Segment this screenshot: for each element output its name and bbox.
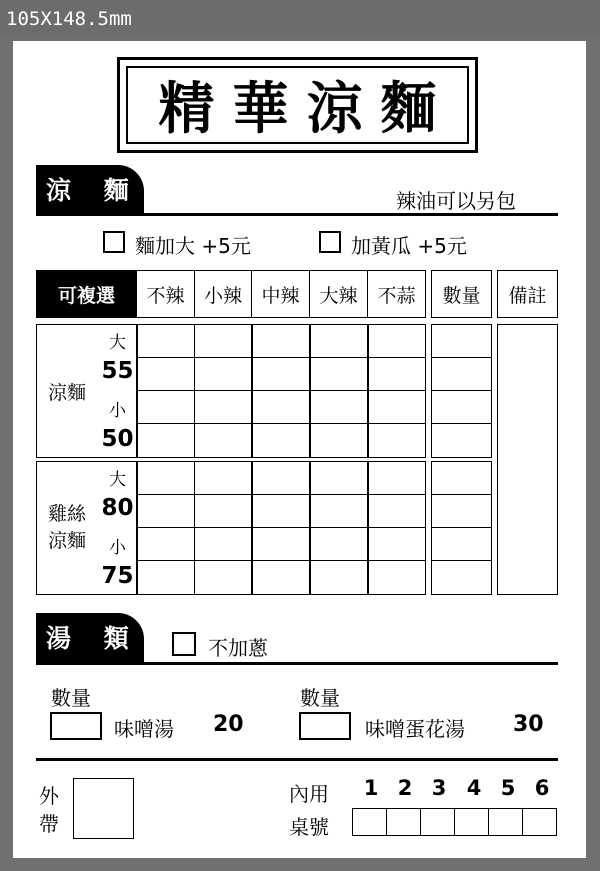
table-checkbox-6[interactable]: [523, 808, 557, 836]
order-cell[interactable]: [252, 494, 310, 528]
cold-noodle-small-price: 50: [101, 426, 134, 452]
quantity-header: 數量: [431, 270, 492, 318]
order-cell[interactable]: [252, 357, 310, 391]
order-cell[interactable]: [368, 527, 426, 561]
table-number-2: 2: [397, 776, 413, 800]
no-garlic-header: 不蒜: [368, 270, 426, 318]
quantity-cell[interactable]: [431, 527, 492, 561]
egg-miso-soup-name: 味噌蛋花湯: [365, 717, 465, 741]
table-checkbox-row: [352, 808, 557, 836]
order-cell[interactable]: [252, 423, 310, 458]
no-scallion-checkbox[interactable]: [172, 632, 196, 656]
soup-section-rule: [36, 662, 558, 665]
notes-cell[interactable]: [497, 324, 558, 595]
order-cell[interactable]: [368, 560, 426, 595]
order-cell[interactable]: [368, 494, 426, 528]
egg-miso-soup-qty-box[interactable]: [299, 712, 351, 740]
spice-header-hot: 大辣: [310, 270, 368, 318]
egg-miso-soup-price: 30: [513, 712, 544, 737]
chicken-noodle-small-price: 75: [101, 563, 134, 589]
takeout-box[interactable]: [73, 778, 134, 839]
table-number-3: 3: [431, 776, 447, 800]
quantity-cell[interactable]: [431, 461, 492, 495]
quantity-cell[interactable]: [431, 494, 492, 528]
order-cell[interactable]: [194, 494, 252, 528]
table-number-6: 6: [534, 776, 550, 800]
order-cell[interactable]: [310, 560, 368, 595]
cold-noodle-large-price: 55: [101, 358, 134, 384]
miso-soup-price: 20: [213, 712, 244, 737]
takeout-label-line1: 外: [39, 784, 59, 808]
order-cell[interactable]: [310, 461, 368, 495]
order-cell[interactable]: [368, 461, 426, 495]
shop-title: 精華涼麵: [158, 76, 455, 142]
miso-soup-name: 味噌湯: [114, 717, 174, 741]
order-sheet: [13, 41, 586, 858]
order-cell[interactable]: [137, 527, 195, 561]
table-checkbox-3[interactable]: [421, 808, 455, 836]
order-cell[interactable]: [252, 324, 310, 358]
soup-section-tab: 湯 類: [36, 613, 144, 664]
order-cell[interactable]: [194, 423, 252, 458]
order-cell[interactable]: [310, 494, 368, 528]
order-cell[interactable]: [368, 324, 426, 358]
chicken-noodle-large-size: 大: [109, 469, 126, 490]
order-cell[interactable]: [194, 357, 252, 391]
add-cucumber-label: 加黃瓜 +5元: [351, 234, 467, 258]
paper-size-label: 105X148.5mm: [0, 0, 600, 38]
egg-miso-soup-qty-label: 數量: [300, 686, 340, 710]
extra-noodle-label: 麵加大 +5元: [135, 234, 251, 258]
order-cell[interactable]: [368, 390, 426, 424]
chicken-noodle-small-size: 小: [109, 537, 126, 558]
chicken-noodle-label-line2: 涼麵: [47, 530, 86, 552]
extra-noodle-checkbox[interactable]: [103, 231, 125, 253]
chili-oil-note: 辣油可以另包: [396, 189, 516, 213]
table-number-4: 4: [466, 776, 482, 800]
order-cell[interactable]: [252, 390, 310, 424]
order-cell[interactable]: [194, 560, 252, 595]
order-cell[interactable]: [137, 423, 195, 458]
no-scallion-label: 不加蔥: [208, 636, 268, 660]
order-cell[interactable]: [137, 494, 195, 528]
order-cell[interactable]: [252, 560, 310, 595]
table-checkbox-5[interactable]: [489, 808, 523, 836]
table-number-5: 5: [500, 776, 516, 800]
order-cell[interactable]: [310, 423, 368, 458]
order-cell[interactable]: [368, 423, 426, 458]
quantity-cell[interactable]: [431, 357, 492, 391]
quantity-cell[interactable]: [431, 324, 492, 358]
order-cell[interactable]: [137, 324, 195, 358]
order-cell[interactable]: [310, 527, 368, 561]
order-cell[interactable]: [137, 461, 195, 495]
cold-noodle-label: 涼麵: [47, 381, 86, 404]
spice-header-mild: 小辣: [194, 270, 252, 318]
takeout-label: [39, 782, 59, 838]
order-cell[interactable]: [194, 527, 252, 561]
order-cell[interactable]: [310, 357, 368, 391]
multi-select-header: 可複選: [36, 270, 137, 318]
table-checkbox-4[interactable]: [455, 808, 489, 836]
order-cell[interactable]: [310, 324, 368, 358]
cold-noodle-large-size: 大: [109, 332, 126, 353]
notes-header: 備註: [497, 270, 558, 318]
footer-rule: [36, 758, 558, 761]
chicken-noodle-large-price: 80: [101, 495, 134, 521]
add-cucumber-checkbox[interactable]: [319, 231, 341, 253]
order-cell[interactable]: [252, 527, 310, 561]
quantity-cell[interactable]: [431, 560, 492, 595]
order-cell[interactable]: [137, 560, 195, 595]
order-cell[interactable]: [137, 357, 195, 391]
order-cell[interactable]: [194, 461, 252, 495]
quantity-cell[interactable]: [431, 390, 492, 424]
miso-soup-qty-box[interactable]: [50, 712, 102, 740]
noodles-section-tab: 涼 麵: [36, 165, 144, 216]
miso-soup-qty-label: 數量: [51, 686, 91, 710]
spice-header-none: 不辣: [137, 270, 195, 318]
cold-noodle-small-size: 小: [109, 400, 126, 421]
order-table: [36, 270, 558, 595]
order-cell[interactable]: [137, 390, 195, 424]
order-cell[interactable]: [368, 357, 426, 391]
title-inner-frame: [126, 66, 469, 144]
table-checkbox-2[interactable]: [387, 808, 421, 836]
order-cell[interactable]: [194, 390, 252, 424]
order-cell[interactable]: [194, 324, 252, 358]
table-number-1: 1: [363, 776, 379, 800]
title-frame: [117, 57, 478, 153]
chicken-noodle-label: [36, 461, 98, 595]
table-number-label: 桌號: [289, 815, 329, 839]
spice-header-medium: 中辣: [252, 270, 310, 318]
dine-in-label: 內用: [289, 782, 329, 806]
takeout-label-line2: 帶: [39, 812, 59, 836]
order-cell[interactable]: [310, 390, 368, 424]
order-cell[interactable]: [252, 461, 310, 495]
quantity-cell[interactable]: [431, 423, 492, 458]
table-checkbox-1[interactable]: [352, 808, 387, 836]
chicken-noodle-label-line1: 雞絲: [47, 503, 86, 525]
